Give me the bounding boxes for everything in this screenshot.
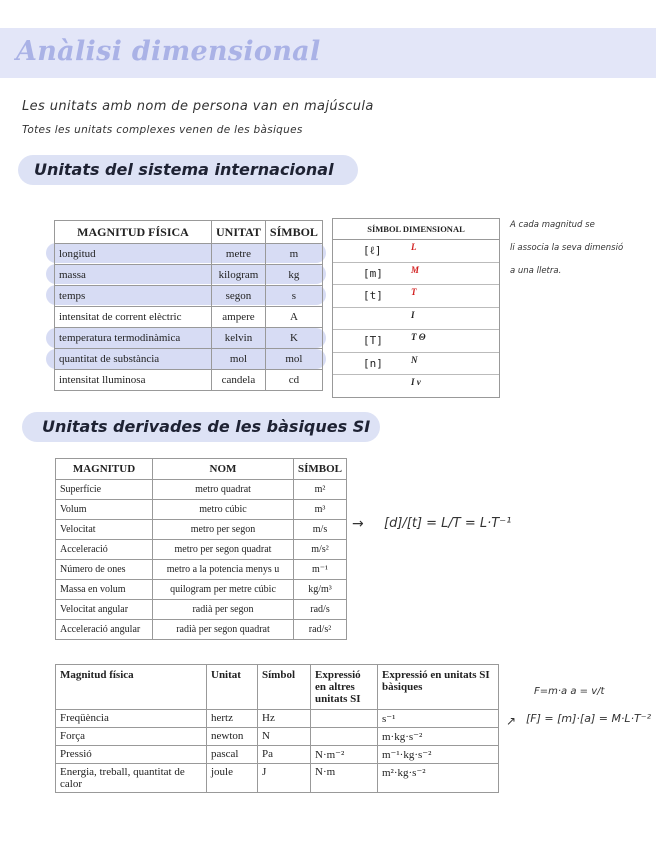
cell: rad/s: [294, 600, 347, 620]
cell: N·m⁻²: [311, 746, 378, 764]
side-note-3: a una lletra.: [510, 266, 562, 276]
force-formula-top: F=m·a a = v/t: [534, 686, 605, 697]
cell: newton: [207, 728, 258, 746]
side-note-2: li associa la seva dimensió: [510, 243, 624, 253]
cell: intensitat de corrent elèctric: [55, 307, 212, 328]
dim-bracket: [ℓ]: [363, 244, 382, 257]
col-header: UNITAT: [212, 221, 266, 244]
table-row: [55, 307, 323, 328]
dim-letter: I v: [411, 377, 421, 387]
cell: metro per segon: [153, 520, 294, 540]
table-row: [56, 560, 347, 580]
cell: s: [265, 286, 322, 307]
cell: K: [265, 328, 322, 349]
col-header: Símbol: [258, 665, 311, 710]
dim-letter: M: [411, 264, 420, 275]
arrow-icon: ↗: [506, 714, 517, 728]
cell: quantitat de substància: [55, 349, 212, 370]
dim-bracket: [T]: [363, 334, 383, 347]
note-line-2: Totes les unitats complexes venen de les bàsiques: [22, 124, 303, 136]
cell: kilogram: [212, 265, 266, 286]
cell: A: [265, 307, 322, 328]
cell: kelvin: [212, 328, 266, 349]
cell: rad/s²: [294, 620, 347, 640]
cell: metro cúbic: [153, 500, 294, 520]
dim-row: [333, 285, 499, 308]
cell: m/s: [294, 520, 347, 540]
cell: N: [258, 728, 311, 746]
cell: Freqüència: [56, 710, 207, 728]
dim-row: [333, 330, 499, 353]
si-units-table: [54, 220, 323, 391]
dim-letter: T: [411, 287, 417, 297]
table-row: [55, 349, 323, 370]
cell: N·m: [311, 764, 378, 793]
table-row: [56, 580, 347, 600]
cell: m/s²: [294, 540, 347, 560]
side-note-1: A cada magnitud se: [510, 220, 595, 230]
table-row: [55, 328, 323, 349]
cell: Acceleració angular: [56, 620, 153, 640]
cell: Pressió: [56, 746, 207, 764]
cell: intensitat lluminosa: [55, 370, 212, 391]
table-row: [56, 520, 347, 540]
page-title: Anàlisi dimensional: [16, 36, 321, 67]
dim-letter: N: [411, 354, 418, 365]
table-row: [56, 600, 347, 620]
cell: kg/m³: [294, 580, 347, 600]
arrow-icon: →: [352, 516, 364, 532]
cell: Força: [56, 728, 207, 746]
table-row: [56, 764, 499, 793]
section1-title: Unitats del sistema internacional: [34, 160, 334, 179]
cell: Superfície: [56, 480, 153, 500]
cell: J: [258, 764, 311, 793]
cell: Massa en volum: [56, 580, 153, 600]
cell: metro a la potencia menys u: [153, 560, 294, 580]
table-row: [55, 265, 323, 286]
dim-letter: T Θ: [411, 332, 426, 342]
cell: metro per segon quadrat: [153, 540, 294, 560]
si-derived-expressions-table: [55, 664, 499, 793]
dim-letter: L: [411, 242, 417, 252]
cell: m: [265, 244, 322, 265]
table-row: [56, 620, 347, 640]
cell: longitud: [55, 244, 212, 265]
cell: m²·kg·s⁻²: [378, 764, 499, 793]
dim-bracket: [n]: [363, 356, 383, 370]
cell: kg: [265, 265, 322, 286]
cell: pascal: [207, 746, 258, 764]
dim-row: [333, 353, 499, 376]
cell: quilogram per metre cúbic: [153, 580, 294, 600]
cell: hertz: [207, 710, 258, 728]
cell: m⁻¹: [294, 560, 347, 580]
cell: Número de ones: [56, 560, 153, 580]
cell: [311, 728, 378, 746]
cell: radià per segon: [153, 600, 294, 620]
cell: [311, 710, 378, 728]
col-header: Unitat: [207, 665, 258, 710]
cell: massa: [55, 265, 212, 286]
cell: candela: [212, 370, 266, 391]
dim-letter: I: [411, 309, 415, 320]
velocity-formula: [d]/[t] = L/T = L·T⁻¹: [384, 516, 512, 531]
cell: s⁻¹: [378, 710, 499, 728]
note-line-1: Les unitats amb nom de persona van en majúscula: [22, 99, 374, 114]
dim-header: SÍMBOL DIMENSIONAL: [333, 219, 499, 240]
col-header: MAGNITUD FÍSICA: [55, 221, 212, 244]
force-formula-bottom: [F] = [m]·[a] = M·L·T⁻²: [526, 712, 651, 725]
cell: Acceleració: [56, 540, 153, 560]
cell: metre: [212, 244, 266, 265]
cell: m²: [294, 480, 347, 500]
cell: Velocitat angular: [56, 600, 153, 620]
table-row: [56, 746, 499, 764]
cell: Velocitat: [56, 520, 153, 540]
cell: temperatura termodinàmica: [55, 328, 212, 349]
section2-title: Unitats derivades de les bàsiques SI: [42, 417, 371, 436]
cell: segon: [212, 286, 266, 307]
dim-row: [333, 375, 499, 397]
cell: joule: [207, 764, 258, 793]
col-header: Magnitud física: [56, 665, 207, 710]
cell: m³: [294, 500, 347, 520]
dim-row: [333, 240, 499, 263]
cell: Volum: [56, 500, 153, 520]
table-row: [56, 540, 347, 560]
cell: cd: [265, 370, 322, 391]
dim-row: [333, 308, 499, 331]
dim-bracket: [t]: [363, 289, 383, 302]
col-header: MAGNITUD: [56, 459, 153, 480]
cell: m·kg·s⁻²: [378, 728, 499, 746]
dim-bracket: [m]: [363, 266, 383, 280]
cell: metro quadrat: [153, 480, 294, 500]
cell: mol: [212, 349, 266, 370]
cell: temps: [55, 286, 212, 307]
table-row: [56, 480, 347, 500]
cell: Pa: [258, 746, 311, 764]
col-header: SÍMBOL: [265, 221, 322, 244]
col-header: NOM: [153, 459, 294, 480]
table-row: [56, 500, 347, 520]
table-row: [56, 728, 499, 746]
cell: Energia, treball, quantitat de calor: [56, 764, 207, 793]
table-row: [55, 244, 323, 265]
cell: m⁻¹·kg·s⁻²: [378, 746, 499, 764]
table-row: [56, 710, 499, 728]
cell: Hz: [258, 710, 311, 728]
col-header: Expressió en unitats SI bàsiques: [378, 665, 499, 710]
cell: ampere: [212, 307, 266, 328]
col-header: SÍMBOL: [294, 459, 347, 480]
derived-units-table: [55, 458, 347, 640]
dim-row: [333, 263, 499, 286]
table-row: [55, 286, 323, 307]
cell: radià per segon quadrat: [153, 620, 294, 640]
dimensional-symbol-table: [332, 218, 500, 398]
cell: mol: [265, 349, 322, 370]
table-row: [55, 370, 323, 391]
col-header: Expressió en altres unitats SI: [311, 665, 378, 710]
